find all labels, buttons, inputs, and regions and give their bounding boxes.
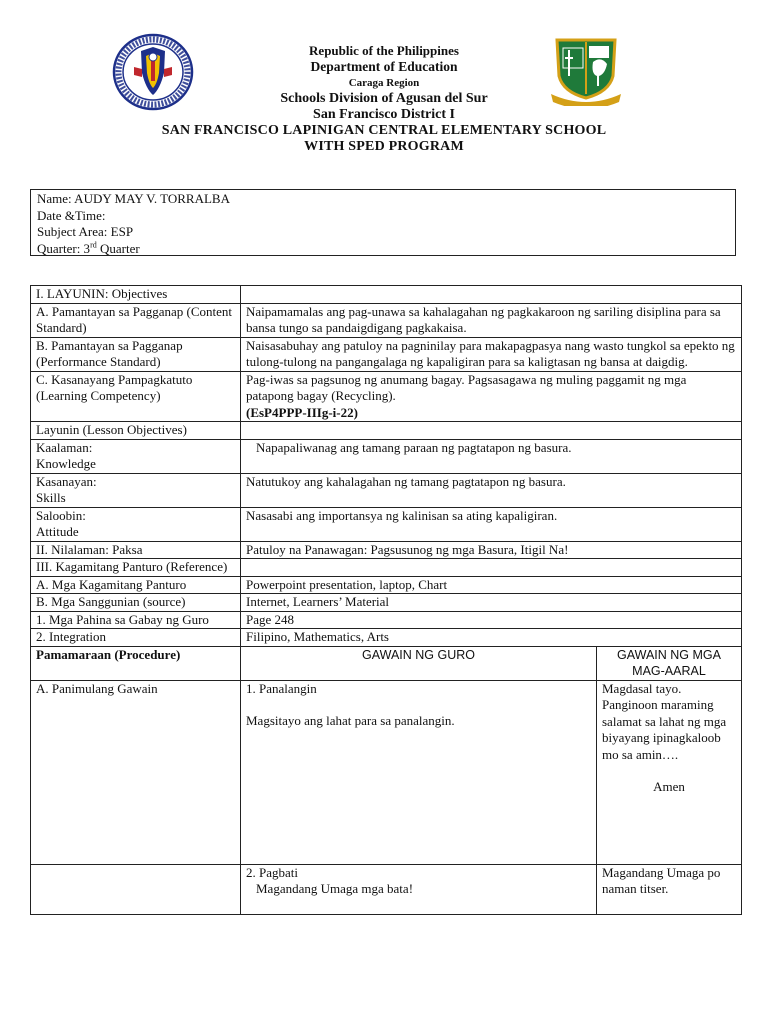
integration-label: 2. Integration — [31, 629, 241, 647]
school-name-line1: SAN FRANCISCO LAPINIGAN CENTRAL ELEMENTARY SCHOOL — [161, 123, 607, 138]
table-row — [31, 864, 742, 914]
table-row — [31, 541, 742, 559]
division-line: Schools Division of Agusan del Sur — [280, 91, 488, 106]
document-header — [0, 0, 768, 170]
table-row — [31, 559, 742, 577]
teacher-name: Name: AUDY MAY V. TORRALBA — [37, 191, 230, 206]
skills-label-en: Skills — [36, 490, 66, 505]
skills-label: Kasanayan: — [36, 473, 97, 489]
department-line: Department of Education — [310, 59, 458, 74]
table-row — [31, 646, 742, 680]
integration: Filipino, Mathematics, Arts — [241, 629, 742, 647]
competency-code: (EsP4PPP-IIIg-i-22) — [246, 404, 358, 420]
district-line: San Francisco District I — [313, 107, 455, 122]
attitude-label-en: Attitude — [36, 524, 79, 539]
skills: Natutukoy ang kahalagahan ng tamang pagtatapon ng basura. — [241, 473, 742, 507]
greeting-teacher: Magandang Umaga mga bata! — [256, 881, 414, 896]
teacher-info-box — [30, 189, 736, 256]
school-shield-icon — [549, 36, 623, 106]
table-row — [31, 473, 742, 507]
table-row — [31, 286, 742, 304]
prayer-student: Magdasal tayo. Panginoon maraming salamat sa lahat ng mga biyayang ipinagkaloob mo sa amin…. — [602, 680, 727, 762]
attitude-label: Saloobin: — [36, 507, 86, 523]
prayer-title: 1. Panalangin — [246, 680, 317, 696]
table-row — [31, 507, 742, 541]
lesson-objectives-label: Layunin (Lesson Objectives) — [31, 422, 241, 440]
sources: Internet, Learners’ Material — [241, 594, 742, 612]
competency-label: C. Kasanayang Pampagkatuto (Learning Competency) — [31, 371, 241, 422]
greeting-student: Magandang Umaga po naman titser. — [597, 864, 742, 914]
competency: Pag-iwas sa pagsunog ng anumang bagay. Pagsasagawa ng muling paggamit ng mga patapong bagay (Recycling). — [246, 371, 687, 403]
sources-label: B. Mga Sanggunian (source) — [31, 594, 241, 612]
panimula-label: A. Panimulang Gawain — [31, 680, 241, 864]
prayer-amen: Amen — [653, 779, 685, 794]
knowledge-label: Kaalaman: — [36, 439, 93, 455]
pages: Page 248 — [241, 611, 742, 629]
date-time-field: Date &Time: — [37, 207, 106, 223]
content-standard-label: A. Pamantayan sa Pagganap (Content Standard) — [31, 303, 241, 337]
materials: Powerpoint presentation, laptop, Chart — [241, 576, 742, 594]
table-row — [31, 594, 742, 612]
table-row — [31, 371, 742, 422]
performance-standard: Naisasabuhay ang patuloy na pagninilay para makapagpasya nang wasto tungkol sa epekto ng tulong-tulong na pangangalaga ng kapaligiran para sa kaligtasan ng bansa at daigdig. — [241, 337, 742, 371]
teacher-activity-header: GAWAIN NG GURO — [241, 646, 597, 680]
performance-standard-label: B. Pamantayan sa Pagganap (Performance Standard) — [31, 337, 241, 371]
table-row — [31, 303, 742, 337]
republic-line: Republic of the Philippines — [309, 43, 459, 58]
table-row — [31, 337, 742, 371]
knowledge: Napapaliwanag ang tamang paraan ng pagtatapon ng basura. — [256, 439, 572, 455]
table-row — [31, 629, 742, 647]
greeting-title: 2. Pagbati — [246, 864, 298, 880]
content-label: II. Nilalaman: Paksa — [31, 541, 241, 559]
table-row — [31, 611, 742, 629]
content-topic: Patuloy na Panawagan: Pagsusunog ng mga Basura, Itigil Na! — [241, 541, 742, 559]
subject-area: Subject Area: ESP — [37, 224, 134, 239]
region-line: Caraga Region — [348, 77, 420, 89]
table-row — [31, 439, 742, 473]
procedure-label: Pamamaraan (Procedure) — [31, 646, 241, 680]
school-name-line2: WITH SPED PROGRAM — [304, 139, 464, 154]
attitude: Nasasabi ang importansya ng kalinisan sa ating kapaligiran. — [241, 507, 742, 541]
content-standard: Naipamamalas ang pag-unawa sa kahalagahan ng pagkakaroon ng sariling disiplina para sa bansa tungo sa pandaigdigang pagkakaisa. — [241, 303, 742, 337]
table-row — [31, 576, 742, 594]
quarter-field: Quarter: 3rd Quarter — [37, 240, 140, 256]
student-activity-header: GAWAIN NG MGA MAG-AARAL — [597, 646, 742, 680]
lesson-plan-table — [30, 285, 742, 915]
table-row — [31, 680, 742, 864]
knowledge-label-en: Knowledge — [36, 456, 96, 471]
pages-label: 1. Mga Pahina sa Gabay ng Guro — [31, 611, 241, 629]
reference-label: III. Kagamitang Panturo (Reference) — [31, 559, 241, 577]
table-row — [31, 422, 742, 440]
prayer-teacher: Magsitayo ang lahat para sa panalangin. — [246, 713, 455, 728]
layunin-label: I. LAYUNIN: Objectives — [31, 286, 241, 304]
materials-label: A. Mga Kagamitang Panturo — [31, 576, 241, 594]
